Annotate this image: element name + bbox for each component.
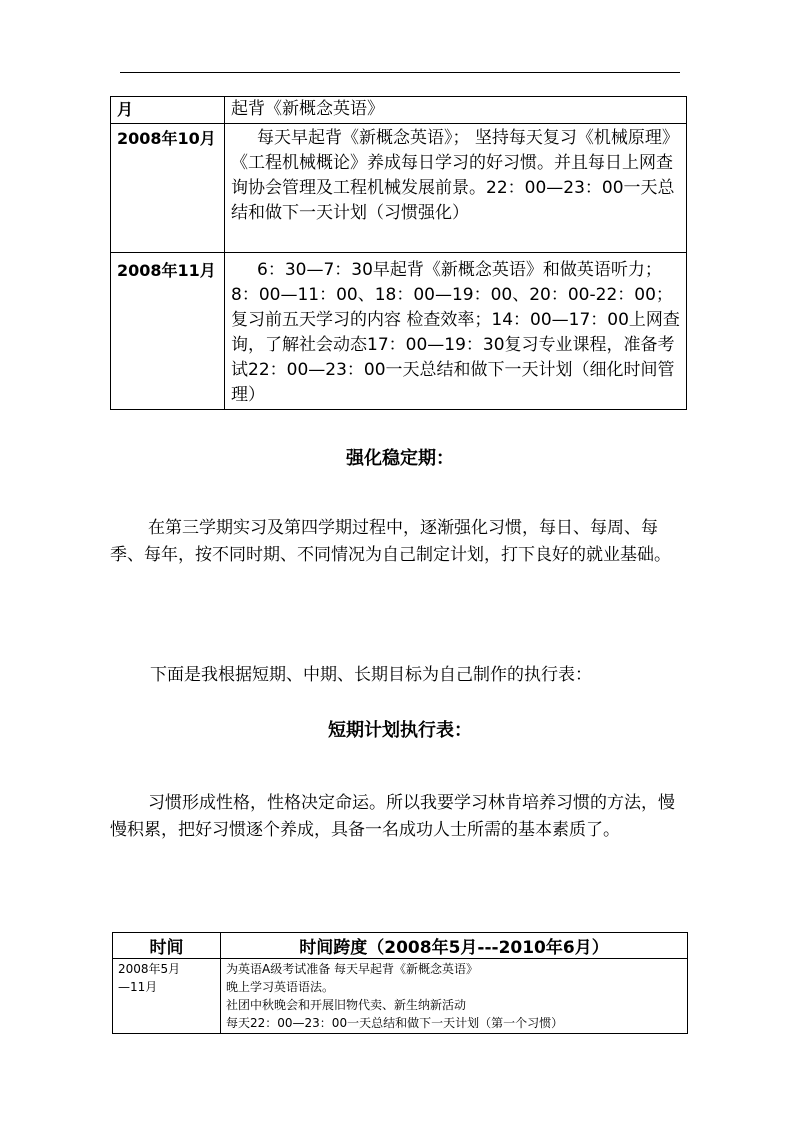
table-row — [113, 959, 688, 1034]
table-header-row — [113, 933, 688, 959]
month-cell: 月 — [111, 97, 225, 124]
plan-text: 6：30—7：30早起背《新概念英语》和做英语听力；8：00—11：00、18：00—19：00、20：00-22：00；复习前五天学习的内容 检查效率；14：00—17：00上网查询，了解社会动态17：00—19：30复习专业课程，准备考试22：00—23：00一天总结和做下一天计划（细化时间管理） — [231, 260, 680, 405]
section-heading: 强化稳定期： — [346, 448, 454, 469]
plan-cell — [225, 124, 687, 253]
column-header-span: 时间跨度（2008年5月---2010年6月） — [221, 933, 688, 959]
time-cell — [113, 959, 221, 1034]
plan-cell — [225, 253, 687, 410]
table-row — [111, 97, 687, 124]
time-line: 2008年5月 — [118, 962, 181, 976]
header-rule — [120, 72, 680, 73]
plan-item: 每天22：00—23：00一天总结和做下一天计划（第一个习惯） — [226, 1016, 564, 1030]
short-term-plan-table — [112, 932, 688, 1034]
plan-item: 晚上学习英语语法。 — [226, 980, 335, 994]
time-line: —11月 — [118, 980, 158, 994]
section-paragraph: 在第三学期实习及第四学期过程中，逐渐强化习惯，每日、每周、每季、每年，按不同时期、不同情况为自己制定计划，打下良好的就业基础。 — [110, 518, 671, 565]
monthly-plan-table — [110, 96, 687, 410]
month-cell — [111, 253, 225, 410]
plan-item: 社团中秋晚会和开展旧物代卖、新生纳新活动 — [226, 998, 467, 1012]
table-row — [111, 253, 687, 410]
month-label: 2008年11月 — [117, 261, 216, 280]
plan-item: 为英语A级考试准备 每天早起背《新概念英语》 — [226, 962, 479, 976]
plan-text: 每天早起背《新概念英语》； 坚持每天复习《机械原理》《工程机械概论》养成每日学习的好习惯。并且每日上网查询协会管理及工程机械发展前景。22：00—23：00一天总结和做下一天计划（习惯强化） — [231, 128, 679, 223]
month-label: 2008年10月 — [117, 129, 216, 148]
section-paragraph: 习惯形成性格，性格决定命运。所以我要学习林肯培养习惯的方法，慢慢积累，把好习惯逐个养成，具备一名成功人士所需的基本素质了。 — [110, 793, 675, 840]
month-cell — [111, 124, 225, 253]
plan-cell: 起背《新概念英语》 — [225, 97, 687, 124]
intro-text: 下面是我根据短期、中期、长期目标为自己制作的执行表： — [150, 665, 592, 685]
column-header-time: 时间 — [113, 933, 221, 959]
section-heading: 短期计划执行表： — [328, 720, 472, 741]
table-row — [111, 124, 687, 253]
plan-items-cell — [221, 959, 688, 1034]
